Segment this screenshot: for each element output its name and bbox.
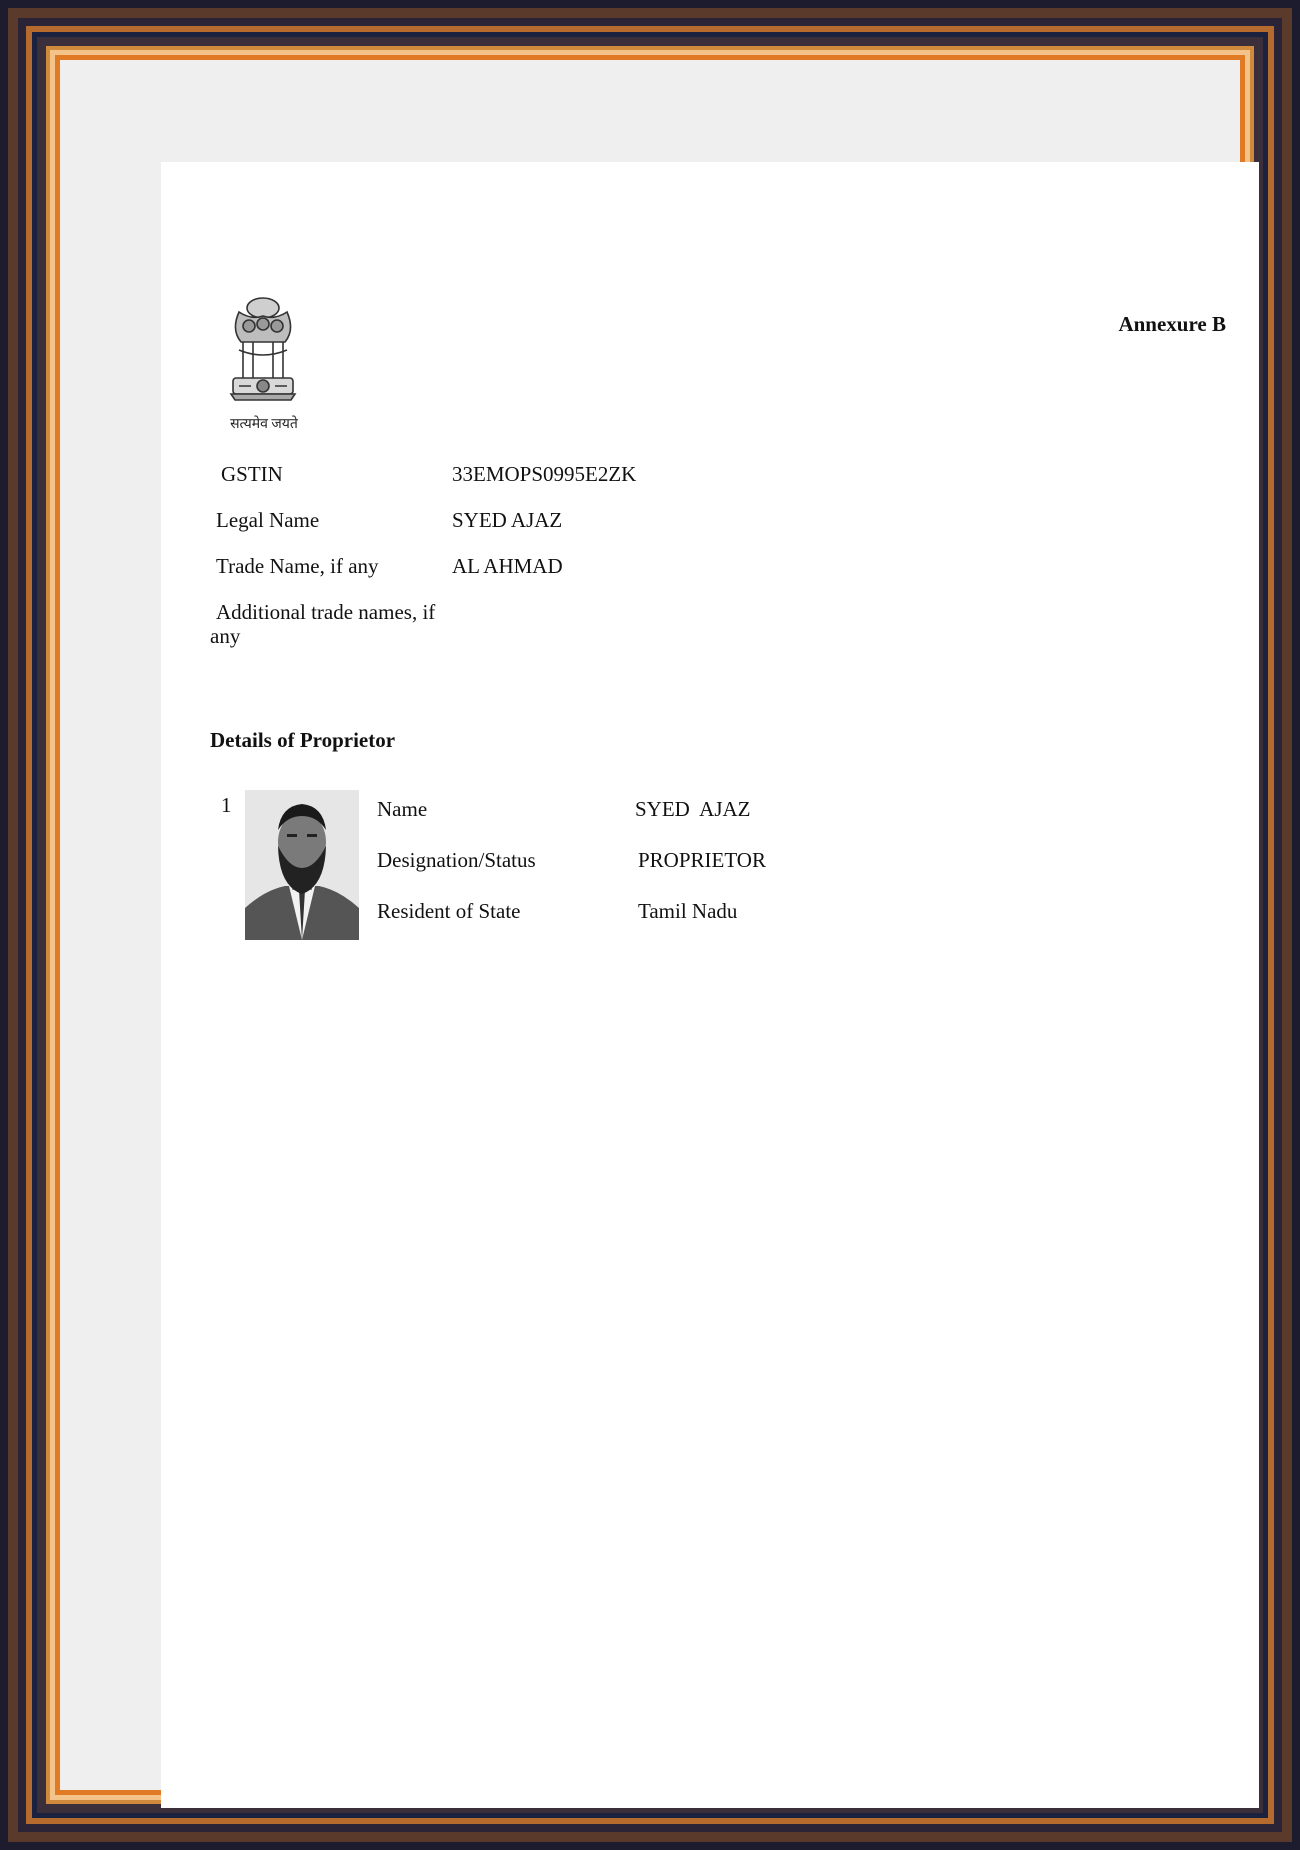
gstin-label: GSTIN	[221, 462, 283, 486]
designation-value: PROPRIETOR	[638, 848, 766, 872]
emblem-motto: सत्यमेव जयते	[230, 417, 298, 432]
additional-trade-names-label: Additional trade names, if any	[210, 600, 436, 648]
proprietor-name-value: SYED AJAZ	[635, 797, 751, 821]
proprietor-index: 1	[221, 793, 232, 817]
resident-state-value: Tamil Nadu	[638, 899, 738, 923]
national-emblem-icon	[221, 290, 305, 420]
trade-name-label: Trade Name, if any	[216, 554, 379, 578]
legal-name-label: Legal Name	[216, 508, 320, 532]
section-title-proprietor: Details of Proprietor	[210, 728, 396, 752]
trade-name-value: AL AHMAD	[452, 554, 563, 578]
frame-mat	[60, 60, 1240, 1790]
proprietor-name-label: Name	[377, 797, 428, 821]
legal-name-value: SYED AJAZ	[452, 508, 563, 532]
designation-label: Designation/Status	[377, 848, 536, 872]
resident-state-label: Resident of State	[377, 899, 521, 923]
annexure-title: Annexure B	[1118, 312, 1226, 336]
document-page	[161, 162, 1259, 1808]
gstin-value: 33EMOPS0995E2ZK	[452, 462, 637, 486]
person-photo-icon	[245, 790, 359, 940]
